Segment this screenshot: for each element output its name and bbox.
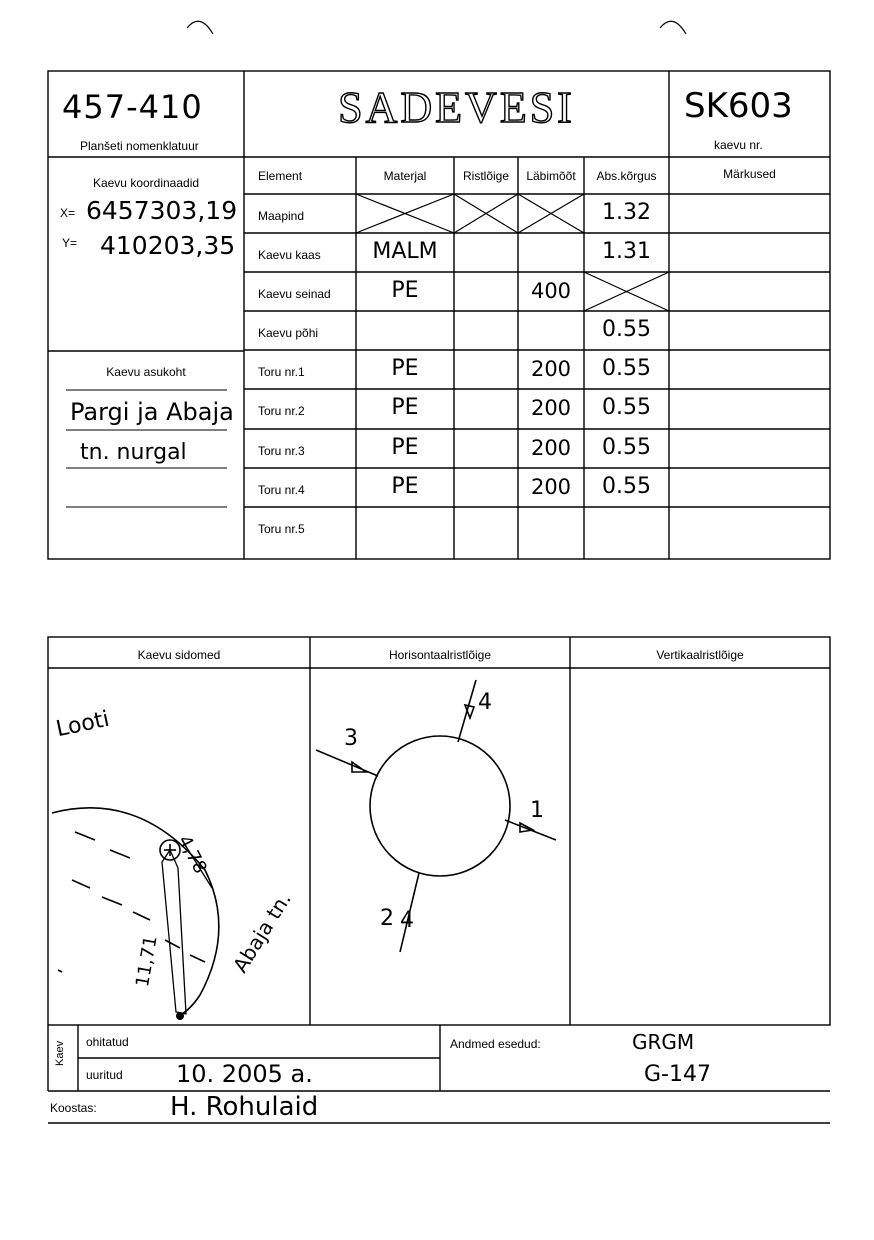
cell-element: Kaevu seinad xyxy=(258,287,331,301)
pipe-label-4b: 4 xyxy=(400,908,414,933)
page-title: SADEVESI xyxy=(338,83,575,132)
col-element: Element xyxy=(258,169,303,183)
cell-element: Toru nr.2 xyxy=(258,404,305,418)
side-label: Kaev xyxy=(54,1040,66,1066)
well-label: kaevu nr. xyxy=(714,138,763,152)
sheet-label: Planšeti nomenklatuur xyxy=(80,139,199,153)
street-label-1: Looti xyxy=(53,706,112,743)
data-label: Andmed esedud: xyxy=(450,1037,541,1051)
distance-2: 11,71 xyxy=(132,934,162,989)
data-value-2: G-147 xyxy=(644,1062,711,1087)
cell-diameter: 200 xyxy=(530,475,572,499)
cell-material: PE xyxy=(391,356,419,381)
distance-1: 4,78 xyxy=(173,832,211,878)
cell-height: 0.55 xyxy=(602,474,651,499)
cell-element: Toru nr.3 xyxy=(258,444,305,458)
compiled-value: H. Rohulaid xyxy=(170,1092,319,1122)
cell-element: Toru nr.5 xyxy=(258,522,305,536)
sheet-number: 457-410 xyxy=(62,88,203,126)
cell-height: 1.31 xyxy=(602,239,651,264)
lower-form-grid xyxy=(48,637,830,1123)
punch-hole-left xyxy=(187,21,213,34)
ties-point xyxy=(176,1012,184,1020)
designed-label: ohitatud xyxy=(86,1035,129,1049)
cell-material: PE xyxy=(391,474,419,499)
cell-material: PE xyxy=(391,435,419,460)
cell-diameter: 400 xyxy=(530,279,572,303)
y-label: Y= xyxy=(62,236,78,250)
cell-material: PE xyxy=(391,278,419,303)
col-diameter: Läbimõõt xyxy=(526,169,576,183)
cell-element: Kaevu põhi xyxy=(258,326,319,340)
cell-diameter: 200 xyxy=(530,396,572,420)
pipe-label-3: 3 xyxy=(344,726,358,751)
measured-value: 10. 2005 a. xyxy=(176,1060,313,1088)
cell-element: Maapind xyxy=(258,209,305,223)
compiled-label: Koostas: xyxy=(50,1101,97,1115)
punch-hole-right xyxy=(660,21,686,34)
cell-height: 0.55 xyxy=(602,356,651,381)
col-notes: Märkused xyxy=(723,167,776,181)
data-value-1: GRGM xyxy=(632,1030,695,1054)
ties-title: Kaevu sidomed xyxy=(137,648,221,662)
col-cross: Ristlõige xyxy=(462,169,510,183)
horizontal-title: Horisontaalristlõige xyxy=(388,648,492,662)
col-material: Materjal xyxy=(383,169,427,183)
cell-diameter: 200 xyxy=(530,436,572,460)
x-value: 6457303,19 xyxy=(86,196,238,225)
cell-material: MALM xyxy=(372,239,438,264)
x-label: X= xyxy=(60,206,76,220)
cell-diameter: 200 xyxy=(530,357,572,381)
location-line2: tn. nurgal xyxy=(80,440,187,465)
pipe-label-1: 1 xyxy=(530,798,544,823)
cell-material: PE xyxy=(391,395,419,420)
measured-label: uuritud xyxy=(86,1068,123,1082)
coordinates-title: Kaevu koordinaadid xyxy=(92,176,200,190)
cell-height: 1.32 xyxy=(602,200,651,225)
location-title: Kaevu asukoht xyxy=(106,365,186,379)
vertical-title: Vertikaalristlõige xyxy=(656,648,744,662)
cell-element: Toru nr.1 xyxy=(258,365,305,379)
street-label-2: Abaja tn. xyxy=(228,887,296,977)
location-line1: Pargi ja Abaja xyxy=(70,398,234,426)
horizontal-section xyxy=(316,680,556,952)
cell-height: 0.55 xyxy=(602,395,651,420)
y-value: 410203,35 xyxy=(100,231,236,260)
col-height: Abs.kõrgus xyxy=(596,169,657,183)
well-number: SK603 xyxy=(684,86,793,126)
pipe-label-2: 2 xyxy=(380,906,394,931)
cell-element: Toru nr.4 xyxy=(258,483,305,497)
pipe-label-4: 4 xyxy=(478,690,492,715)
cell-height: 0.55 xyxy=(602,435,651,460)
cell-element: Kaevu kaas xyxy=(258,248,321,262)
cell-height: 0.55 xyxy=(602,317,651,342)
